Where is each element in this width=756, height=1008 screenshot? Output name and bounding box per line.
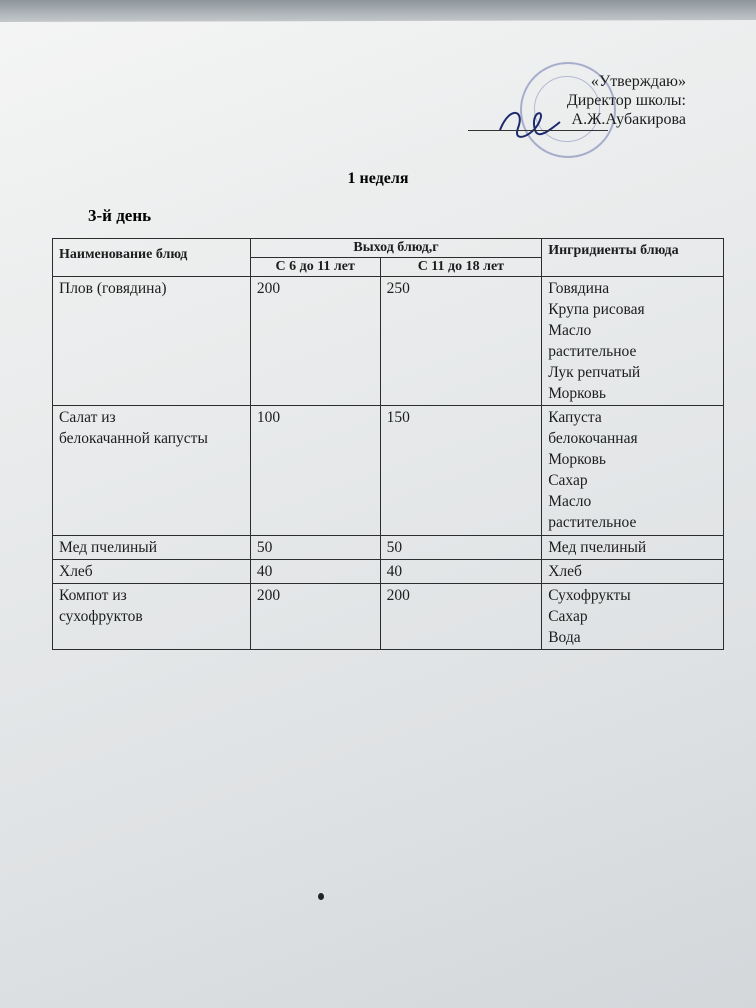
ingredients-cell [542,584,724,650]
paper-shadow [0,0,756,60]
portion-11-18: 150 [380,406,542,536]
ingredient: Морковь [548,385,606,402]
ingredient: Лук репчатый [548,364,641,381]
ingredient: растительное [548,343,637,360]
ingredient: Сухофрукты [548,587,631,604]
week-title: 1 неделя [347,170,409,187]
ingredient: Капуста [548,409,602,426]
portion-6-11: 200 [250,277,380,406]
day-title: 3-й день [88,206,152,225]
ink-dot [318,893,324,900]
header-age-6-11: С 6 до 11 лет [250,258,380,277]
director-signature [490,100,570,150]
header-ingredients: Ингридиенты блюда [542,239,724,277]
dish-name: Мед пчелиный [53,536,251,560]
ingredients-cell [542,560,724,584]
dish-name: Компот из сухофруктов [53,584,251,650]
portion-6-11: 40 [250,560,380,584]
ingredient: растительное [548,514,637,531]
approval-name: А.Ж.Аубакирова [571,111,686,128]
portion-6-11: 200 [250,584,380,650]
ingredient: Крупа рисовая [548,301,645,318]
approval-block [567,72,686,129]
table-row [53,536,724,560]
ingredient: Сахар [548,608,588,625]
header-dish-name: Наименование блюд [53,239,251,277]
ingredients-cell [542,406,724,536]
dish-name: Плов (говядина) [53,277,251,406]
table-row [53,560,724,584]
portion-11-18: 40 [380,560,542,584]
portion-6-11: 100 [250,406,380,536]
table-row [53,277,724,406]
ingredient: Масло [548,322,592,339]
menu-table [52,238,724,650]
ingredients-cell [542,536,724,560]
portion-11-18: 250 [380,277,542,406]
ingredient: белокочанная [548,430,638,447]
ingredients-cell [542,277,724,406]
dish-name: Салат из белокачанной капусты [53,406,251,536]
ingredient: Сахар [548,472,588,489]
table-row [53,406,724,536]
ingredient: Мед пчелиный [548,539,647,556]
approval-position: Директор школы: [566,92,686,109]
table-row [53,584,724,650]
portion-11-18: 200 [380,584,542,650]
ingredient: Хлеб [548,563,582,580]
signature-line [468,130,608,131]
approval-title: «Утверждаю» [590,73,686,90]
header-age-11-18: С 11 до 18 лет [380,258,542,277]
header-output: Выход блюд,г [250,239,541,258]
ingredient: Масло [548,493,592,510]
dish-name: Хлеб [53,560,251,584]
portion-6-11: 50 [250,536,380,560]
ingredient: Морковь [548,451,606,468]
ingredient: Говядина [548,280,610,297]
ingredient: Вода [548,629,581,646]
portion-11-18: 50 [380,536,542,560]
table-header-row [53,239,724,258]
